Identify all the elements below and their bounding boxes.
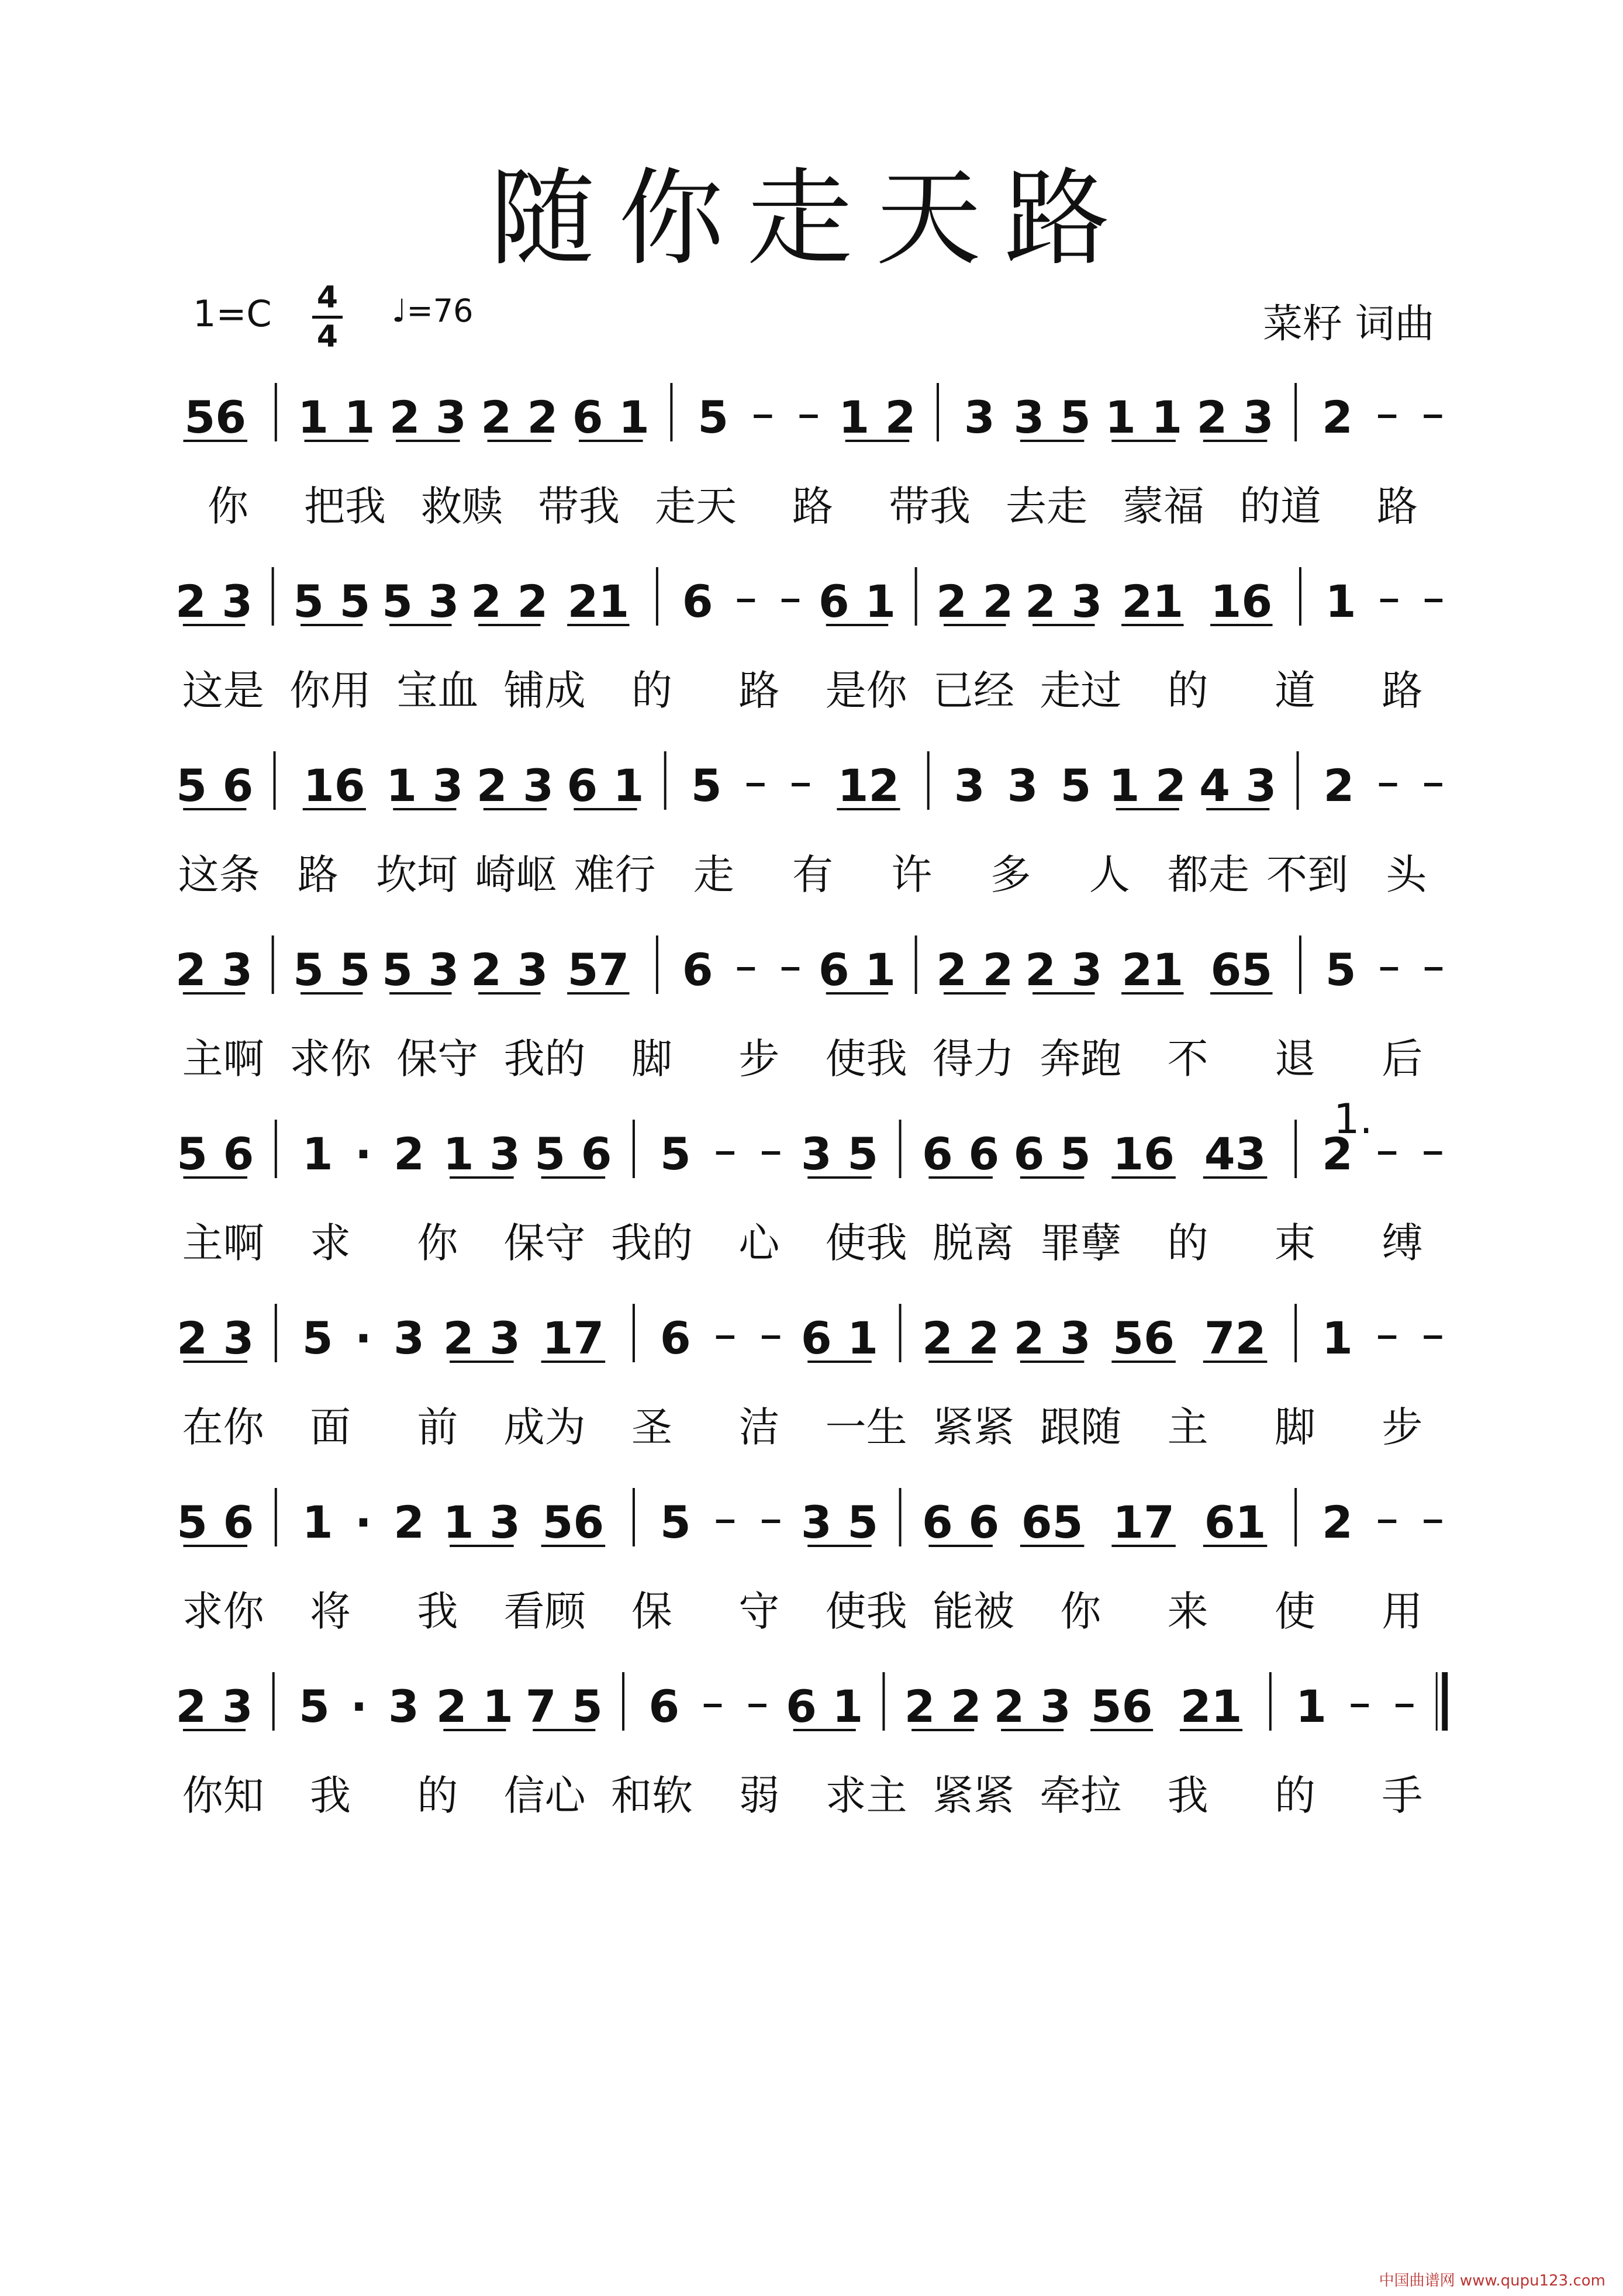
- note-group: 5: [302, 1312, 333, 1364]
- note-group: 2 2: [471, 575, 548, 627]
- note-group: 56: [542, 1496, 605, 1548]
- note-group: 56: [1113, 1312, 1175, 1364]
- volta-marker: 1.: [1334, 1095, 1373, 1143]
- lyric: 你: [417, 1219, 458, 1267]
- note-group: 61: [1204, 1496, 1266, 1548]
- lyric: 的: [1167, 1219, 1208, 1267]
- note-group: 6 5: [1013, 1128, 1091, 1180]
- lyric: 我: [1167, 1772, 1208, 1819]
- note-group: 3: [964, 391, 995, 443]
- lyric: 束: [1275, 1219, 1315, 1267]
- lyric: 你: [1060, 1587, 1101, 1635]
- note-group: 6 1: [786, 1680, 864, 1732]
- note-group: 2 3: [177, 1312, 254, 1364]
- note-group: 6: [682, 575, 713, 627]
- lyric: 求: [310, 1219, 351, 1267]
- note-group: 4 3: [1199, 759, 1277, 812]
- lyric: 主: [1167, 1403, 1208, 1451]
- note-group: 5: [659, 1128, 691, 1180]
- note-group: 2 2: [936, 944, 1014, 996]
- note-group: 5 6: [177, 1128, 254, 1180]
- note-group: 2: [1322, 391, 1353, 443]
- lyric: 用: [1382, 1587, 1423, 1635]
- note-group: 16: [303, 759, 365, 812]
- lyric: 这条: [178, 851, 260, 899]
- lyric: 一生: [825, 1403, 907, 1451]
- note-group: 6: [682, 944, 713, 996]
- note-group: ·: [354, 1496, 372, 1548]
- lyric: 的: [631, 667, 672, 714]
- note-group: 2 3: [1196, 391, 1274, 443]
- lyric: 脱离: [933, 1219, 1014, 1267]
- note-group: 5 6: [176, 759, 254, 812]
- note-group: 2 3: [175, 944, 253, 996]
- note-group: 2 1: [436, 1680, 513, 1732]
- note-group: 17: [542, 1312, 605, 1364]
- note-group: 1: [1296, 1680, 1327, 1732]
- note-group: 2 3: [443, 1312, 521, 1364]
- note-group: 2 3: [471, 944, 548, 996]
- lyric: 紧紧: [933, 1772, 1014, 1819]
- note-group: 5: [298, 1680, 330, 1732]
- note-group: 1 3: [443, 1128, 521, 1180]
- author-credit: 菜籽 词曲: [1263, 301, 1435, 347]
- watermark: 中国曲谱网 www.qupu123.com: [1379, 2272, 1605, 2290]
- note-group: 3 5: [800, 1128, 879, 1180]
- lyric: 求你: [289, 1035, 371, 1083]
- lyric: 带我: [889, 482, 971, 530]
- lyric: 退: [1275, 1035, 1315, 1083]
- lyric: 难行: [574, 851, 656, 899]
- note-group: 6 1: [572, 391, 650, 443]
- lyric: 主啊: [182, 1219, 264, 1267]
- lyric: 在你: [182, 1403, 264, 1451]
- note-group: 1: [302, 1496, 333, 1548]
- note-group: 65: [1210, 944, 1273, 996]
- lyric: 手: [1382, 1772, 1423, 1819]
- lyric: 我: [417, 1587, 458, 1635]
- lyric: 紧紧: [933, 1403, 1014, 1451]
- note-group: 5: [690, 759, 722, 812]
- note-group: 2: [1322, 1496, 1353, 1548]
- lyric: 洁: [738, 1403, 780, 1451]
- lyric: 牵拉: [1040, 1772, 1122, 1819]
- tempo-marking: ♩=76: [392, 292, 474, 329]
- note-group: 56: [184, 391, 247, 443]
- note-group: 2 3: [175, 1680, 253, 1732]
- key-signature: 1=C: [193, 292, 272, 335]
- note-group: 2: [393, 1496, 425, 1548]
- lyric: 走: [693, 851, 734, 899]
- note-group: 2 3: [1013, 1312, 1091, 1364]
- note-group: 7 5: [525, 1680, 603, 1732]
- lyric: 和软: [611, 1772, 693, 1819]
- lyric: 的: [1167, 667, 1208, 714]
- lyric: 心: [738, 1219, 780, 1267]
- lyric: 我: [310, 1772, 351, 1819]
- note-group: 2 3: [1025, 944, 1103, 996]
- lyric: 步: [738, 1035, 780, 1083]
- note-group: 21: [1121, 575, 1184, 627]
- lyric: 路: [738, 667, 780, 714]
- lyric: 我的: [503, 1035, 586, 1083]
- note-group: 2 3: [476, 759, 554, 812]
- note-group: 43: [1204, 1128, 1266, 1180]
- lyric: 将: [310, 1587, 351, 1635]
- note-group: 2 2: [922, 1312, 1000, 1364]
- lyric: 不到: [1266, 851, 1349, 899]
- lyric: 宝血: [396, 667, 479, 714]
- note-group: 72: [1204, 1312, 1266, 1364]
- lyric: 路: [792, 482, 833, 530]
- lyric: 你: [208, 482, 248, 530]
- note-group: 56: [1090, 1680, 1153, 1732]
- lyric: 保: [631, 1587, 672, 1635]
- note-group: 5: [1325, 944, 1356, 996]
- note-group: 2 2: [936, 575, 1014, 627]
- lyric: 使我: [825, 1035, 907, 1083]
- lyric: 走天: [655, 482, 737, 530]
- note-group: 2 3: [1025, 575, 1103, 627]
- lyric: 路: [1377, 482, 1418, 530]
- lyric: 使我: [825, 1219, 907, 1267]
- note-group: 1 2: [1109, 759, 1186, 812]
- lyric: 保守: [503, 1219, 586, 1267]
- lyric: 保守: [396, 1035, 479, 1083]
- note-group: 5: [659, 1496, 691, 1548]
- lyric: 的道: [1239, 482, 1321, 530]
- lyric: 坎坷: [376, 851, 458, 899]
- lyric: 救赎: [421, 482, 503, 530]
- note-group: 6: [659, 1312, 691, 1364]
- note-group: 1 2: [838, 391, 916, 443]
- note-group: 5: [697, 391, 729, 443]
- lyric: 圣: [631, 1403, 672, 1451]
- lyric: 路: [1382, 667, 1423, 714]
- note-group: 6 1: [567, 759, 644, 812]
- lyric: 道: [1275, 667, 1315, 714]
- lyric: 你知: [182, 1772, 264, 1819]
- note-group: 5 6: [177, 1496, 254, 1548]
- lyric: 许: [891, 851, 933, 899]
- lyric: 罪孽: [1040, 1219, 1122, 1267]
- note-group: 5: [1060, 759, 1092, 812]
- note-group: 2 3: [175, 575, 253, 627]
- lyric: 头: [1386, 851, 1427, 899]
- lyric: 求主: [825, 1772, 907, 1819]
- note-group: 6 1: [800, 1312, 879, 1364]
- note-group: 1: [1325, 575, 1356, 627]
- note-group: 2: [1322, 1128, 1353, 1180]
- note-group: 6: [648, 1680, 680, 1732]
- note-group: 17: [1113, 1496, 1175, 1548]
- note-group: 3: [1007, 759, 1038, 812]
- note-group: 3 5: [1013, 391, 1091, 443]
- note-group: 2: [1323, 759, 1355, 812]
- lyric: 缚: [1382, 1219, 1423, 1267]
- lyric: 跟随: [1040, 1403, 1122, 1451]
- note-group: 16: [1113, 1128, 1175, 1180]
- time-signature-top: 4: [316, 280, 339, 315]
- note-group: 5 5: [293, 575, 371, 627]
- note-group: 16: [1210, 575, 1273, 627]
- lyric: 脚: [631, 1035, 672, 1083]
- lyric: 弱: [738, 1772, 780, 1819]
- lyric: 的: [1275, 1772, 1315, 1819]
- lyric: 后: [1382, 1035, 1423, 1083]
- lyric: 路: [297, 851, 339, 899]
- lyric: 使: [1275, 1587, 1315, 1635]
- note-group: 6 6: [922, 1496, 1000, 1548]
- lyric: 都走: [1167, 851, 1249, 899]
- note-group: 65: [1021, 1496, 1083, 1548]
- note-group: 2 3: [993, 1680, 1071, 1732]
- note-group: ·: [350, 1680, 368, 1732]
- lyric: 人: [1089, 851, 1130, 899]
- lyric: 多: [990, 851, 1031, 899]
- note-group: 2 2: [904, 1680, 982, 1732]
- lyric: 去走: [1006, 482, 1087, 530]
- note-group: 1 1: [1104, 391, 1183, 443]
- lyric: 这是: [182, 667, 264, 714]
- note-group: 1: [302, 1128, 333, 1180]
- lyric: 信心: [503, 1772, 586, 1819]
- lyric: 前: [417, 1403, 458, 1451]
- note-group: ·: [354, 1128, 372, 1180]
- time-signature-bottom: 4: [316, 319, 339, 354]
- note-group: 5 3: [382, 944, 460, 996]
- lyric: 脚: [1275, 1403, 1315, 1451]
- lyric: 主啊: [182, 1035, 264, 1083]
- lyric: 看顾: [503, 1587, 586, 1635]
- note-group: 5 5: [293, 944, 371, 996]
- lyric: 铺成: [503, 667, 586, 714]
- lyric: 不: [1167, 1035, 1208, 1083]
- note-group: 21: [1121, 944, 1184, 996]
- lyric: 使我: [825, 1587, 907, 1635]
- note-group: 6 6: [922, 1128, 1000, 1180]
- note-group: 57: [567, 944, 630, 996]
- note-group: 12: [837, 759, 900, 812]
- lyric: 步: [1382, 1403, 1423, 1451]
- lyric: 求你: [182, 1587, 264, 1635]
- lyric: 我的: [611, 1219, 693, 1267]
- note-group: 5 3: [382, 575, 460, 627]
- lyric: 带我: [538, 482, 620, 530]
- note-group: 6 1: [818, 944, 896, 996]
- lyric: 崎岖: [475, 851, 557, 899]
- lyric: 已经: [933, 667, 1014, 714]
- lyric: 面: [310, 1403, 351, 1451]
- note-group: 1 3: [386, 759, 464, 812]
- lyric: 能被: [933, 1587, 1014, 1635]
- note-group: 2 2: [481, 391, 558, 443]
- lyric: 守: [738, 1587, 780, 1635]
- note-group: ·: [354, 1312, 372, 1364]
- lyric: 的: [417, 1772, 458, 1819]
- lyric: 来: [1167, 1587, 1208, 1635]
- note-group: 1 3: [443, 1496, 521, 1548]
- lyric: 奔跑: [1040, 1035, 1122, 1083]
- note-group: 3 5: [800, 1496, 879, 1548]
- note-group: 1 1: [298, 391, 375, 443]
- lyric: 把我: [304, 482, 386, 530]
- lyric: 成为: [503, 1403, 586, 1451]
- note-group: 21: [567, 575, 630, 627]
- note-group: 3: [388, 1680, 419, 1732]
- lyric: 得力: [933, 1035, 1014, 1083]
- note-group: 1: [1322, 1312, 1353, 1364]
- song-title: 随你走天路: [489, 158, 1133, 280]
- note-group: 2 3: [389, 391, 467, 443]
- lyric: 蒙福: [1123, 482, 1204, 530]
- note-group: 21: [1180, 1680, 1242, 1732]
- lyric: 是你: [825, 667, 907, 714]
- lyric: 你用: [289, 667, 371, 714]
- note-group: 2: [393, 1128, 425, 1180]
- note-group: 3: [393, 1312, 425, 1364]
- note-group: 6 1: [818, 575, 896, 627]
- note-group: 3: [954, 759, 985, 812]
- lyric: 走过: [1040, 667, 1122, 714]
- note-group: 5 6: [534, 1128, 612, 1180]
- lyric: 有: [792, 851, 833, 899]
